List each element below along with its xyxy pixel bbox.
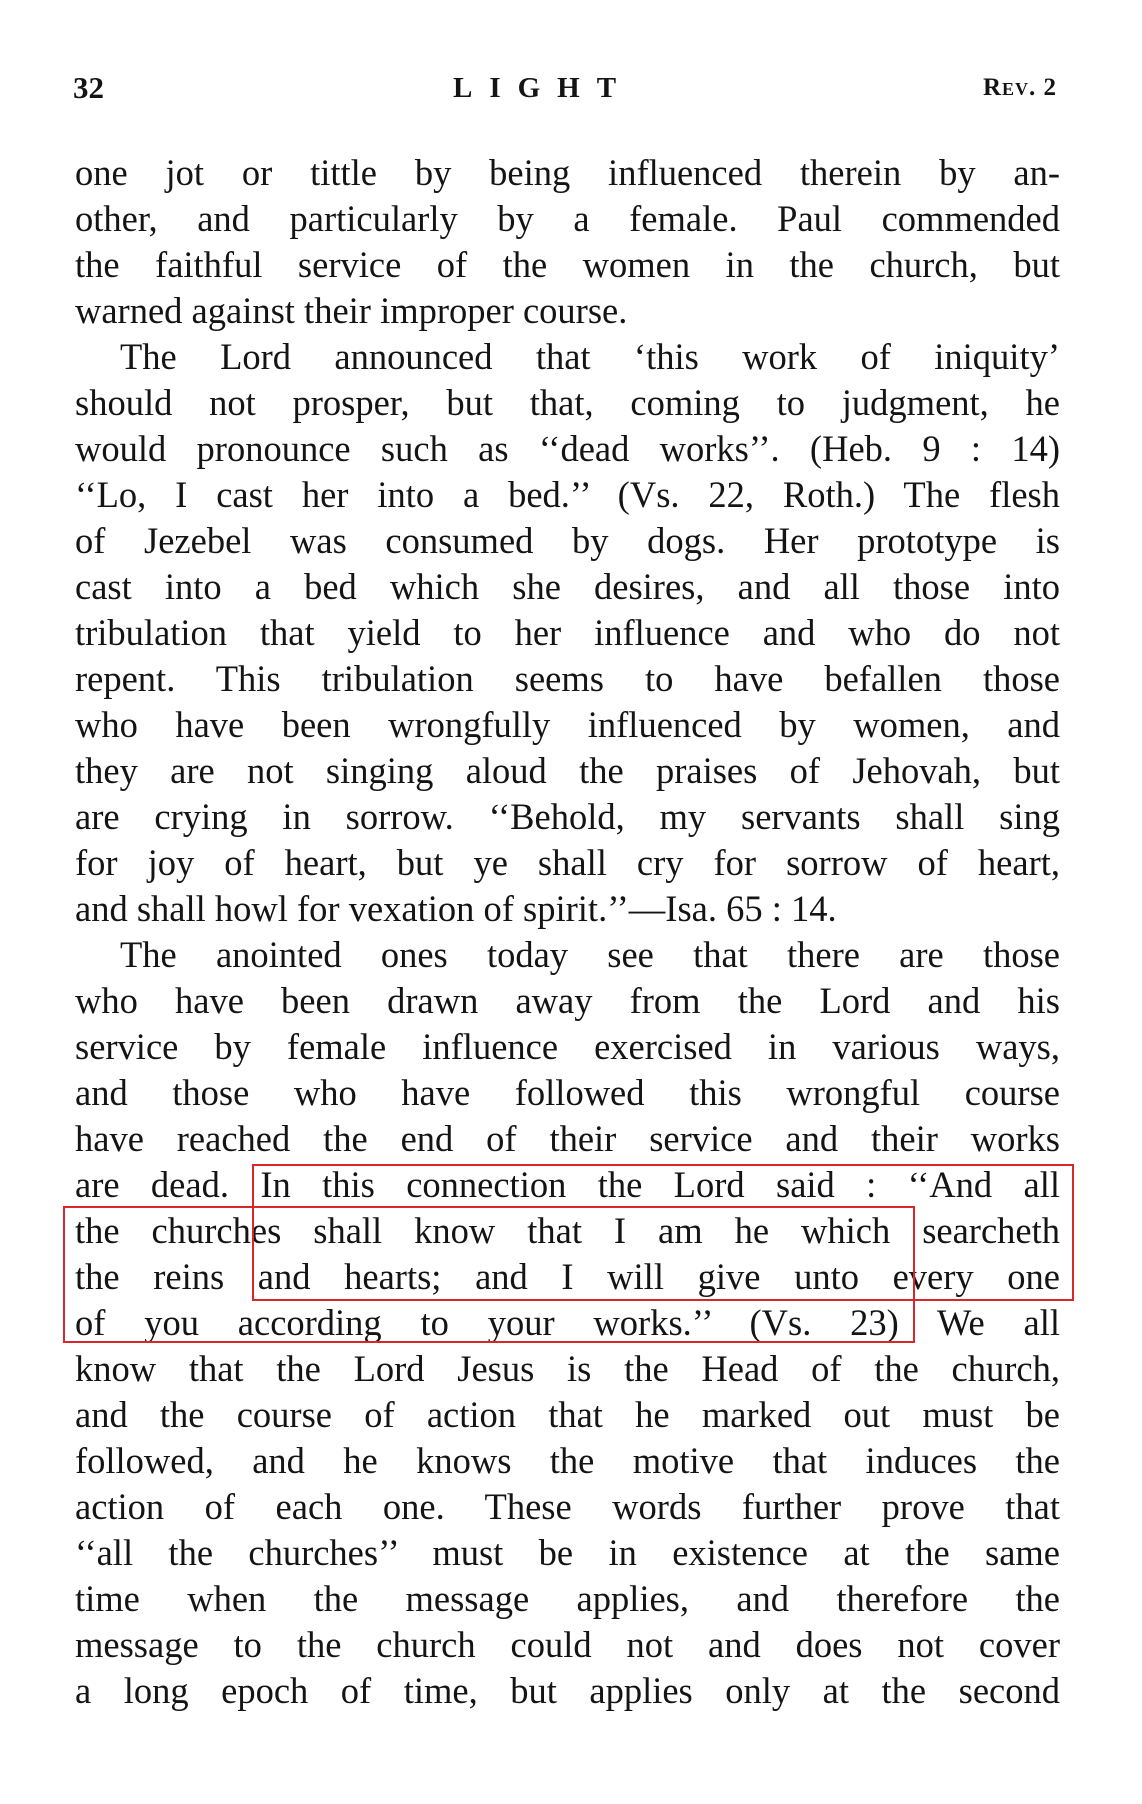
text-line: for joy of heart, but ye shall cry for sorrow of heart, [75, 842, 1060, 883]
running-title: LIGHT [453, 72, 634, 104]
text-line: they are not singing aloud the praises of Jehovah, but [75, 750, 1060, 791]
text-line: of Jezebel was consumed by dogs. Her prototype is [75, 520, 1060, 561]
text-line: ‘‘Lo, I cast her into a bed.’’ (Vs. 22, Roth.) The flesh [75, 474, 1060, 515]
text-line: the faithful service of the women in the church, but [75, 244, 1060, 285]
text-line: the churches shall know that I am he which searcheth [75, 1210, 1060, 1251]
text-line: warned against their improper course. [75, 290, 628, 331]
text-line: ‘‘all the churches’’ must be in existence at the same [75, 1532, 1060, 1573]
section-reference: Rev. 2 [982, 74, 1057, 101]
text-line: who have been wrongfully influenced by women, and [75, 704, 1060, 745]
text-line: The Lord announced that ‘this work of iniquity’ [120, 336, 1060, 377]
text-line: time when the message applies, and therefore the [75, 1578, 1060, 1619]
page-header [73, 70, 1057, 110]
text-line: are dead. In this connection the Lord said : ‘‘And all [75, 1164, 1060, 1205]
text-line: tribulation that yield to her influence and who do not [75, 612, 1060, 653]
text-line: followed, and he knows the motive that induces the [75, 1440, 1060, 1481]
text-line: are crying in sorrow. ‘‘Behold, my servants shall sing [75, 796, 1060, 837]
text-line: the reins and hearts; and I will give unto every one [75, 1256, 1060, 1297]
text-line: and those who have followed this wrongful course [75, 1072, 1060, 1113]
text-line: would pronounce such as ‘‘dead works’’. (Heb. 9 : 14) [75, 428, 1060, 469]
text-line: action of each one. These words further prove that [75, 1486, 1060, 1527]
body-text [75, 150, 1060, 1714]
page-number: 32 [73, 70, 104, 105]
text-line: have reached the end of their service and their works [75, 1118, 1060, 1159]
text-line: who have been drawn away from the Lord and his [75, 980, 1060, 1021]
text-line: of you according to your works.’’ (Vs. 23) We all [75, 1302, 1060, 1343]
text-line: The anointed ones today see that there are those [120, 934, 1060, 975]
text-line: service by female influence exercised in various ways, [75, 1026, 1060, 1067]
text-line: repent. This tribulation seems to have befallen those [75, 658, 1060, 699]
text-line: one jot or tittle by being influenced therein by an- [75, 152, 1060, 193]
text-line: should not prosper, but that, coming to judgment, he [75, 382, 1060, 423]
text-line: cast into a bed which she desires, and all those into [75, 566, 1060, 607]
text-line: other, and particularly by a female. Paul commended [75, 198, 1060, 239]
text-line: a long epoch of time, but applies only at the second [75, 1670, 1060, 1711]
text-line: know that the Lord Jesus is the Head of the church, [75, 1348, 1060, 1389]
text-line: and shall howl for vexation of spirit.’’—Isa. 65 : 14. [75, 888, 837, 929]
text-line: and the course of action that he marked out must be [75, 1394, 1060, 1435]
text-line: message to the church could not and does not cover [75, 1624, 1060, 1665]
